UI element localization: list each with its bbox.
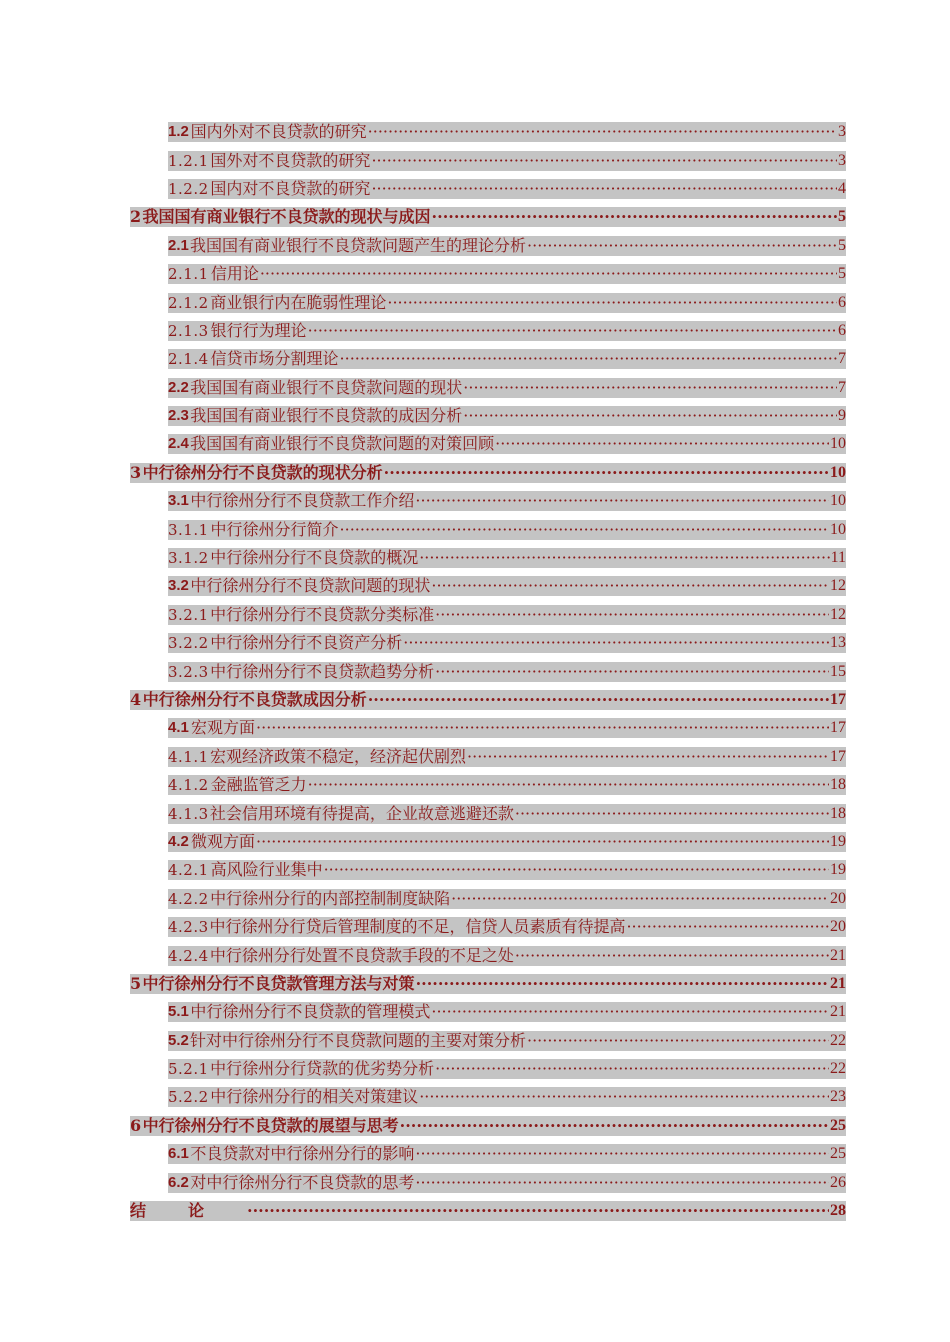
toc-entry[interactable] bbox=[130, 657, 846, 685]
toc-entry-title: 宏观经济政策不稳定，经济起伏剧烈 bbox=[210, 746, 467, 766]
toc-entry-number: 5.2.1 bbox=[168, 1060, 209, 1079]
toc-entry-title: 微观方面 bbox=[191, 831, 256, 851]
toc-entry[interactable] bbox=[130, 714, 846, 742]
toc-leader-dots bbox=[260, 264, 837, 284]
toc-entry-title: 中行徐州分行不良贷款趋势分析 bbox=[210, 661, 435, 681]
toc-entry-number: 5.2.2 bbox=[168, 1088, 209, 1107]
toc-entry[interactable] bbox=[130, 970, 846, 998]
toc-entry-highlight bbox=[168, 946, 846, 966]
toc-entry[interactable] bbox=[130, 345, 846, 373]
toc-entry-page-number: 20 bbox=[830, 918, 846, 936]
toc-leader-dots bbox=[416, 974, 829, 994]
toc-entry-title: 中行徐州分行不良贷款问题的现状 bbox=[190, 576, 431, 596]
toc-entry-number: 5.1 bbox=[168, 1003, 189, 1021]
toc-leader-dots bbox=[435, 1059, 829, 1079]
toc-entry-highlight bbox=[168, 605, 846, 625]
toc-leader-dots bbox=[463, 406, 837, 426]
toc-entry[interactable] bbox=[130, 374, 846, 402]
toc-entry[interactable] bbox=[130, 998, 846, 1026]
toc-entry-title: 中行徐州分行不良贷款的展望与思考 bbox=[142, 1115, 399, 1135]
toc-entry-title: 信用论 bbox=[210, 264, 259, 284]
toc-entry-highlight bbox=[168, 520, 846, 540]
toc-entry-title: 我国国有商业银行不良贷款问题的现状 bbox=[190, 377, 463, 397]
toc-entry-highlight bbox=[130, 207, 846, 227]
toc-entry[interactable] bbox=[130, 629, 846, 657]
toc-leader-dots bbox=[415, 1144, 829, 1164]
toc-leader-dots bbox=[340, 349, 837, 369]
toc-entry-page-number: 10 bbox=[830, 463, 846, 481]
toc-leader-dots bbox=[515, 804, 829, 824]
toc-entry-highlight bbox=[168, 1059, 846, 1079]
toc-entry-number: 3.2 bbox=[168, 577, 189, 595]
toc-entry-title: 中行徐州分行不良贷款的管理模式 bbox=[190, 1002, 431, 1022]
toc-leader-dots bbox=[419, 1087, 829, 1107]
toc-leader-dots bbox=[419, 548, 829, 568]
toc-entry-highlight bbox=[168, 406, 846, 426]
toc-entry-page-number: 11 bbox=[830, 549, 846, 567]
toc-entry-number: 6 bbox=[130, 1115, 142, 1135]
toc-entry-highlight bbox=[168, 1031, 846, 1051]
toc-leader-dots bbox=[495, 434, 829, 454]
toc-entry-page-number: 5 bbox=[838, 208, 846, 226]
toc-leader-dots bbox=[247, 1201, 829, 1221]
toc-entry-highlight bbox=[168, 775, 846, 795]
toc-entry-title: 我国国有商业银行不良贷款问题的对策回顾 bbox=[190, 434, 495, 454]
toc-entry[interactable] bbox=[130, 1197, 846, 1225]
toc-entry-title: 银行行为理论 bbox=[210, 320, 307, 340]
toc-entry-number: 2.4 bbox=[168, 435, 189, 453]
toc-entry-title: 信贷市场分割理论 bbox=[210, 349, 339, 369]
toc-entry-number: 2.3 bbox=[168, 407, 189, 425]
toc-entry-title: 宏观方面 bbox=[191, 718, 256, 738]
toc-entry[interactable] bbox=[130, 544, 846, 572]
toc-entry-number: 3.2.3 bbox=[168, 662, 209, 681]
toc-entry-page-number: 22 bbox=[830, 1060, 846, 1078]
toc-leader-dots bbox=[463, 378, 837, 398]
toc-entry-page-number: 13 bbox=[830, 634, 846, 652]
toc-entry[interactable] bbox=[130, 856, 846, 884]
toc-entry[interactable] bbox=[130, 913, 846, 941]
toc-entry[interactable] bbox=[130, 459, 846, 487]
toc-entry[interactable] bbox=[130, 828, 846, 856]
toc-entry-number: 2.1.1 bbox=[168, 265, 209, 284]
toc-entry[interactable] bbox=[130, 1027, 846, 1055]
toc-entry[interactable] bbox=[130, 317, 846, 345]
toc-entry-title: 金融监管乏力 bbox=[210, 775, 307, 795]
toc-entry-highlight bbox=[130, 1201, 846, 1221]
toc-entry-page-number: 21 bbox=[830, 974, 846, 992]
toc-entry-title: 中行徐州分行不良贷款的概况 bbox=[210, 548, 419, 568]
toc-entry[interactable] bbox=[130, 799, 846, 827]
toc-entry[interactable] bbox=[130, 430, 846, 458]
toc-entry-page-number: 12 bbox=[830, 577, 846, 595]
toc-entry-title: 国内外对不良贷款的研究 bbox=[190, 122, 367, 142]
toc-leader-dots bbox=[324, 860, 829, 880]
toc-entry-page-number: 17 bbox=[830, 691, 846, 708]
toc-entry-highlight bbox=[130, 974, 846, 994]
toc-entry-highlight bbox=[168, 151, 846, 171]
toc-leader-dots bbox=[415, 1173, 829, 1193]
toc-entry-page-number: 10 bbox=[830, 435, 846, 453]
toc-entry-page-number: 10 bbox=[830, 520, 846, 538]
toc-entry-highlight bbox=[168, 321, 846, 341]
toc-leader-dots bbox=[256, 832, 829, 852]
toc-entry-highlight bbox=[168, 889, 846, 909]
toc-leader-dots bbox=[400, 1116, 829, 1136]
toc-leader-dots bbox=[467, 747, 829, 767]
toc-entry-highlight bbox=[168, 264, 846, 284]
toc-entry[interactable] bbox=[130, 885, 846, 913]
toc-entry-highlight bbox=[130, 463, 846, 483]
toc-entry[interactable] bbox=[130, 572, 846, 600]
toc-entry-page-number: 7 bbox=[838, 350, 846, 368]
toc-entry-highlight bbox=[168, 378, 846, 398]
toc-entry-page-number: 28 bbox=[830, 1202, 846, 1220]
toc-entry-page-number: 3 bbox=[838, 123, 846, 141]
toc-leader-dots bbox=[435, 662, 829, 682]
toc-entry-page-number: 17 bbox=[830, 747, 846, 765]
toc-leader-dots bbox=[451, 889, 829, 909]
toc-leader-dots bbox=[626, 917, 829, 937]
toc-entry-title: 中行徐州分行不良资产分析 bbox=[210, 633, 403, 653]
toc-entry-number: 2.1.4 bbox=[168, 350, 209, 369]
toc-entry-highlight bbox=[168, 662, 846, 682]
toc-entry-title: 针对中行徐州分行不良贷款问题的主要对策分析 bbox=[189, 1030, 526, 1050]
toc-leader-dots bbox=[308, 321, 837, 341]
toc-entry-page-number: 26 bbox=[830, 1173, 846, 1191]
toc-entry-page-number: 19 bbox=[830, 832, 846, 850]
toc-leader-dots bbox=[368, 122, 837, 142]
toc-entry-title: 高风险行业集中 bbox=[210, 860, 323, 880]
toc-entry-highlight bbox=[168, 860, 846, 880]
toc-entry[interactable] bbox=[130, 743, 846, 771]
toc-entry[interactable] bbox=[130, 146, 846, 174]
toc-entry-page-number: 15 bbox=[830, 662, 846, 680]
toc-entry-page-number: 22 bbox=[830, 1031, 846, 1049]
toc-entry[interactable] bbox=[130, 941, 846, 969]
toc-leader-dots bbox=[431, 1002, 829, 1022]
toc-leader-dots bbox=[368, 690, 829, 710]
toc-entry-number: 3 bbox=[130, 462, 142, 482]
toc-entry-page-number: 4 bbox=[838, 179, 846, 197]
toc-entry[interactable] bbox=[130, 288, 846, 316]
toc-entry-title: 结论 bbox=[130, 1201, 247, 1221]
toc-entry[interactable] bbox=[130, 118, 846, 146]
toc-leader-dots bbox=[527, 236, 837, 256]
toc-entry-highlight bbox=[168, 122, 846, 142]
toc-entry-page-number: 5 bbox=[838, 265, 846, 283]
toc-entry-number: 6.1 bbox=[168, 1145, 189, 1163]
toc-entry[interactable] bbox=[130, 232, 846, 260]
toc-leader-dots bbox=[340, 520, 829, 540]
toc-entry-title: 中行徐州分行不良贷款成因分析 bbox=[142, 690, 367, 709]
toc-leader-dots bbox=[432, 207, 837, 227]
toc-entry-number: 2.1.2 bbox=[168, 293, 209, 312]
toc-entry-title: 中行徐州分行不良贷款工作介绍 bbox=[190, 491, 415, 511]
toc-entry-page-number: 21 bbox=[830, 946, 846, 964]
toc-entry-title: 社会信用环境有待提高，企业故意逃避还款 bbox=[209, 803, 514, 823]
toc-entry-title: 中行徐州分行的内部控制制度缺陷 bbox=[210, 888, 451, 908]
toc-entry-number: 4.2.3 bbox=[168, 918, 209, 937]
toc-entry-title: 中行徐州分行不良贷款分类标准 bbox=[210, 604, 435, 624]
toc-entry-page-number: 18 bbox=[830, 776, 846, 794]
toc-entry-highlight bbox=[168, 434, 846, 454]
toc-entry-highlight bbox=[168, 1144, 846, 1164]
toc-entry-number: 2.1 bbox=[168, 236, 189, 254]
toc-entry-page-number: 25 bbox=[830, 1116, 846, 1134]
toc-leader-dots bbox=[403, 633, 829, 653]
toc-entry-page-number: 19 bbox=[830, 861, 846, 879]
toc-entry[interactable] bbox=[130, 402, 846, 430]
toc-entry-page-number: 7 bbox=[838, 378, 846, 396]
toc-leader-dots bbox=[435, 605, 829, 625]
toc-entry-number: 4.1.3 bbox=[168, 804, 209, 823]
toc-entry-highlight bbox=[168, 718, 846, 738]
toc-entry-title: 我国国有商业银行不良贷款的成因分析 bbox=[190, 406, 463, 426]
toc-entry-highlight bbox=[168, 832, 846, 852]
toc-entry-page-number: 3 bbox=[838, 151, 846, 169]
toc-entry-highlight bbox=[130, 1116, 846, 1136]
toc-entry[interactable] bbox=[130, 487, 846, 515]
toc-entry-page-number: 25 bbox=[830, 1145, 846, 1163]
toc-entry-highlight bbox=[168, 179, 846, 199]
toc-leader-dots bbox=[515, 946, 829, 966]
toc-leader-dots bbox=[431, 576, 829, 596]
toc-entry-number: 2.1.3 bbox=[168, 321, 209, 340]
table-of-contents bbox=[130, 118, 846, 1225]
toc-entry-highlight bbox=[168, 1002, 846, 1022]
toc-entry[interactable] bbox=[130, 203, 846, 231]
toc-leader-dots bbox=[371, 179, 837, 199]
toc-leader-dots bbox=[387, 293, 837, 313]
toc-entry-number: 3.2.2 bbox=[168, 634, 209, 653]
toc-entry-number: 4.2 bbox=[168, 832, 189, 850]
toc-entry-title: 对中行徐州分行不良贷款的思考 bbox=[190, 1172, 415, 1192]
toc-entry-number: 4.2.2 bbox=[168, 889, 209, 908]
toc-entry-page-number: 23 bbox=[830, 1088, 846, 1106]
toc-entry-number: 3.1.1 bbox=[168, 520, 209, 539]
toc-entry-page-number: 9 bbox=[838, 407, 846, 425]
toc-entry-title: 中行徐州分行贷后管理制度的不足，信贷人员素质有待提高 bbox=[209, 917, 626, 937]
toc-entry-number: 4.1 bbox=[168, 719, 189, 737]
toc-entry-title: 中行徐州分行简介 bbox=[210, 519, 339, 539]
toc-entry-page-number: 12 bbox=[830, 605, 846, 623]
toc-entry-page-number: 5 bbox=[838, 236, 846, 254]
toc-entry[interactable] bbox=[130, 1083, 846, 1111]
toc-entry[interactable] bbox=[130, 771, 846, 799]
toc-entry-page-number: 6 bbox=[838, 293, 846, 311]
toc-leader-dots bbox=[371, 151, 837, 171]
toc-entry-number: 3.2.1 bbox=[168, 605, 209, 624]
toc-entry-number: 2.2 bbox=[168, 378, 189, 396]
toc-entry-number: 1.2.1 bbox=[168, 151, 209, 170]
toc-entry-highlight bbox=[168, 293, 846, 313]
toc-entry-number: 4.2.1 bbox=[168, 861, 209, 880]
toc-entry-number: 4.1.1 bbox=[168, 747, 209, 766]
toc-entry[interactable] bbox=[130, 601, 846, 629]
toc-entry[interactable] bbox=[130, 686, 846, 714]
toc-entry[interactable] bbox=[130, 1112, 846, 1140]
toc-entry-number: 5.2 bbox=[168, 1031, 189, 1049]
toc-leader-dots bbox=[384, 463, 829, 483]
toc-entry-title: 中行徐州分行的相关对策建议 bbox=[210, 1087, 419, 1107]
toc-entry-highlight bbox=[168, 747, 846, 767]
toc-leader-dots bbox=[308, 775, 829, 795]
toc-entry-title: 中行徐州分行贷款的优劣势分析 bbox=[210, 1059, 435, 1079]
toc-entry-highlight bbox=[130, 690, 846, 710]
toc-entry-page-number: 17 bbox=[830, 719, 846, 737]
toc-entry-title: 我国国有商业银行不良贷款的现状与成因 bbox=[142, 207, 431, 227]
toc-entry-title: 商业银行内在脆弱性理论 bbox=[210, 292, 387, 312]
toc-entry-title: 中行徐州分行处置不良贷款手段的不足之处 bbox=[209, 945, 514, 965]
toc-leader-dots bbox=[527, 1031, 829, 1051]
toc-entry-title: 国外对不良贷款的研究 bbox=[210, 150, 371, 170]
toc-entry-page-number: 6 bbox=[838, 321, 846, 339]
toc-entry-page-number: 20 bbox=[830, 889, 846, 907]
toc-entry-highlight bbox=[168, 236, 846, 256]
toc-entry[interactable] bbox=[130, 175, 846, 203]
toc-entry[interactable] bbox=[130, 1055, 846, 1083]
toc-entry-number: 3.1.2 bbox=[168, 549, 209, 568]
toc-entry-title: 我国国有商业银行不良贷款问题产生的理论分析 bbox=[190, 235, 527, 255]
toc-entry-number: 1.2.2 bbox=[168, 179, 209, 198]
toc-entry-highlight bbox=[168, 491, 846, 511]
toc-entry-page-number: 21 bbox=[830, 1003, 846, 1021]
toc-entry-number: 4.2.4 bbox=[168, 946, 209, 965]
toc-entry-number: 3.1 bbox=[168, 492, 189, 510]
toc-entry-highlight bbox=[168, 804, 846, 824]
toc-entry-number: 5 bbox=[130, 973, 142, 993]
toc-entry-highlight bbox=[168, 633, 846, 653]
toc-entry-highlight bbox=[168, 917, 846, 937]
toc-entry-number: 6.2 bbox=[168, 1173, 189, 1191]
toc-entry-highlight bbox=[168, 576, 846, 596]
toc-entry-highlight bbox=[168, 349, 846, 369]
toc-entry[interactable] bbox=[130, 515, 846, 543]
toc-entry-highlight bbox=[168, 1173, 846, 1193]
toc-entry[interactable] bbox=[130, 1140, 846, 1168]
toc-entry-number: 4.1.2 bbox=[168, 776, 209, 795]
toc-entry-number: 1.2 bbox=[168, 123, 189, 141]
toc-entry-title: 中行徐州分行不良贷款管理方法与对策 bbox=[142, 973, 415, 993]
toc-entry-title: 不良贷款对中行徐州分行的影响 bbox=[190, 1144, 415, 1164]
toc-entry-highlight bbox=[168, 1087, 846, 1107]
toc-entry[interactable] bbox=[130, 260, 846, 288]
toc-entry-highlight bbox=[168, 548, 846, 568]
toc-entry-title: 中行徐州分行不良贷款的现状分析 bbox=[142, 462, 383, 482]
toc-leader-dots bbox=[415, 491, 829, 511]
toc-entry-number: 2 bbox=[130, 207, 142, 227]
toc-entry-page-number: 18 bbox=[830, 804, 846, 822]
toc-leader-dots bbox=[256, 718, 829, 738]
toc-entry-page-number: 10 bbox=[830, 492, 846, 510]
toc-entry[interactable] bbox=[130, 1168, 846, 1196]
toc-entry-number: 4 bbox=[130, 690, 142, 709]
toc-entry-title: 国内对不良贷款的研究 bbox=[210, 178, 371, 198]
